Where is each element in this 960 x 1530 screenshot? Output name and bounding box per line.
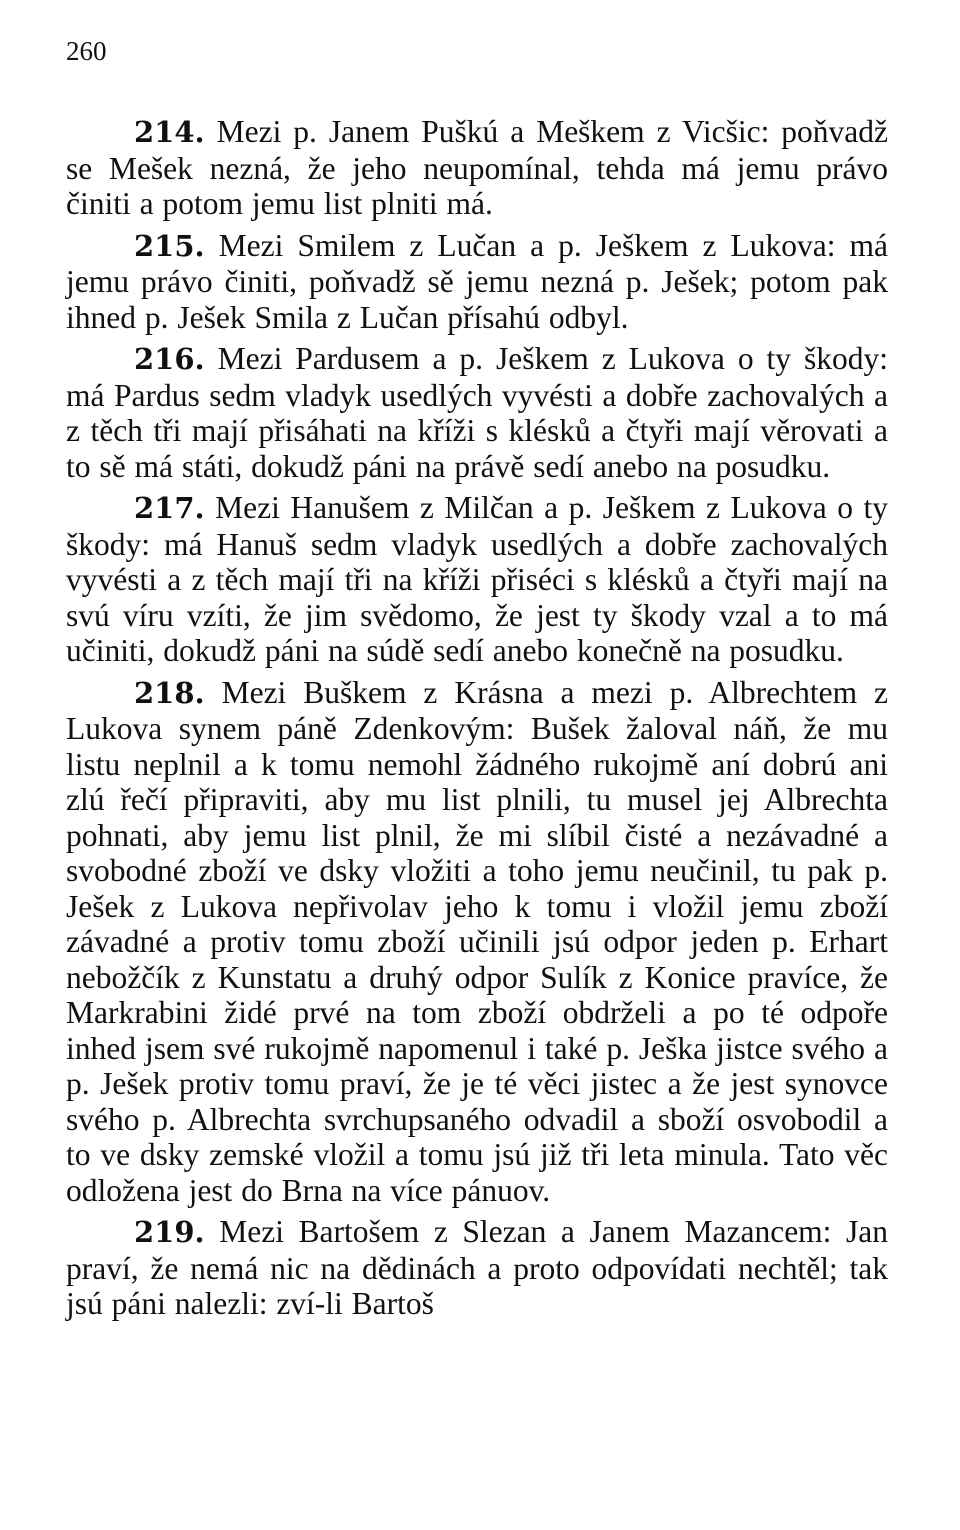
paragraph-218 [66,675,888,1209]
paragraph-text: Mezi Hanušem z Milčan a p. Ješkem z Lukova o ty škody: má Hanuš sedm vladyk usedlých a dobře zachovalých vyvésti a z těch mají tři na kříži přiséci s klésků a čtyři mají na svú víru vzíti, že jim svědomo, že jest ty škody vzal a to má učiniti, dokudž páni na súdě sedí anebo konečně na posudku. [66,490,888,668]
paragraph-217 [66,490,888,669]
paragraph-number: 219. [134,1215,205,1249]
paragraph-number: 215. [134,228,205,263]
paragraph-text: Mezi Bartošem z Slezan a Janem Mazancem: Jan praví, že nemá nic na dědinách a proto odpovídati nechtěl; tak jsú páni nalezli: zví-li Bartoš [66,1214,888,1321]
book-page [66,36,888,1516]
paragraph-number: 214. [134,115,205,149]
paragraph-215 [66,228,888,336]
paragraph-text: Mezi Pardusem a p. Ješkem z Lukova o ty škody: má Pardus sedm vladyk usedlých vyvésti a dobře zachovalých a z těch tři mají přisáhati na kříži s klésků a čtyři mají věrovati a to sě má státi, dokudž páni na právě sedí anebo na posudku. [66,341,889,484]
paragraph-text: Mezi Buškem z Krásna a mezi p. Albrechtem z Lukova synem páně Zdenkovým: Bušek žaloval náň, že mu listu neplnil a k tomu nemohl žádného rukojmě aní dobrú ani zlú řečí připraviti, aby mu list plnili, tu musel jej Albrechta pohnati, aby jemu list plnil, že mi slíbil čisté a nezávadné a svobodné zboží ve dsky vložiti a toho jemu neučinil, tu pak p. Ješek z Lukova nepřivolav jeho k tomu i vložil jemu zboží závadné a protiv tomu zboží učinili jsú odpor jeden p. Erhart nebožčík z Kunstatu a druhý odpor Sulík z Konice pravíce, že Markrabini židé prvé na tom zboží obdrželi a po té odpoře inhed jsem své rukojmě napomenul i také p. Ješka jistce svého a p. Ješek protiv tomu praví, že je té věci jistec a že jest synovce svého p. Albrechta svrchupsaného odvadil a sboží osvobodil a to ve dsky zemské vložil a tomu jsú již tři leta minula. Tato věc odložena jest do Brna na více pánuov. [66,674,888,1208]
paragraph-text: Mezi p. Janem Puškú a Meškem z Vicšic: poňvadž se Mešek nezná, že jeho neupomínal, tehda má jemu právo činiti a potom jemu list plniti má. [66,114,888,221]
paragraph-214 [66,114,888,222]
paragraph-216 [66,341,888,484]
paragraph-text: Mezi Smilem z Lučan a p. Ješkem z Lukova: má jemu právo činiti, poňvadž sě jemu nezná p. Ješek; potom pak ihned p. Ješek Smila z Lučan přísahú odbyl. [66,227,888,335]
page-number: 260 [66,36,107,66]
paragraph-number: 216. [134,342,205,376]
paragraph-219 [66,1214,888,1322]
paragraph-number: 218. [134,675,205,710]
paragraph-number: 217. [134,491,205,525]
